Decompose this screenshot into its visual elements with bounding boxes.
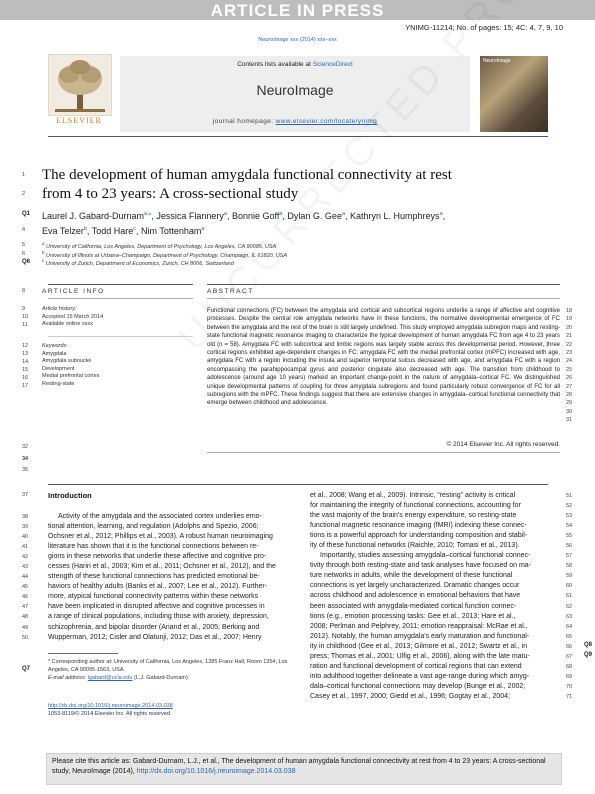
keywords-label: Keywords: <box>42 343 68 349</box>
abstract-line-numbers <box>566 307 580 425</box>
text-line: have been implicated in disrupted affective and cognitive processes in <box>48 603 265 611</box>
text-line: ity in childhood (Gee et al., 2013; Gilmore et al., 2012; Swartz et al., in <box>310 642 528 650</box>
line-number: 21 <box>566 333 573 340</box>
text-line: Casey et al., 1997, 2000; Giedd et al., 1996; Gogtay et al., 2004; <box>310 692 511 700</box>
homepage-prefix: journal homepage: <box>212 118 276 125</box>
line-number: 9 <box>22 306 26 312</box>
line-number: 45 <box>22 584 29 591</box>
line-number: 54 <box>566 523 573 530</box>
article-title <box>42 166 512 204</box>
text-line: for maintaining the integrity of functional connections, accounting for <box>310 502 521 510</box>
line-number: 48 <box>22 614 29 621</box>
line-number: 24 <box>566 358 573 365</box>
line-number: 30 <box>566 408 573 415</box>
title-line-1: The development of human amygdala functional connectivity at rest <box>42 167 452 183</box>
author-name[interactable]: , Jessica Flannery <box>151 211 224 221</box>
line-number: 61 <box>566 593 573 600</box>
info-subrule <box>48 298 193 299</box>
author-list <box>42 208 542 238</box>
abstract-subrule <box>207 298 560 299</box>
cover-title: NeuroImage <box>483 58 511 64</box>
abstract-rule <box>207 284 560 285</box>
line-number: 44 <box>22 574 29 581</box>
text-line: Ochsner et al., 2012; Phillips et al., 2003). A robust human neuroimaging <box>48 533 273 541</box>
affil-text: University of Illinois at Urbana–Champaign, Department of Psychology, Champaign, IL 61820, USA <box>46 252 288 259</box>
author-affil-mark[interactable]: a,⁎ <box>144 211 152 217</box>
line-number: 16 <box>22 375 29 381</box>
author-name[interactable]: Eva Telzer <box>42 226 84 236</box>
line-number: 6 <box>22 251 26 257</box>
line-number: 32 <box>22 444 29 450</box>
citation-doi-link[interactable]: http://dx.doi.org/10.1016/j.neuroimage.2014.03.038 <box>136 768 296 775</box>
author-affil-mark[interactable]: a <box>279 211 283 217</box>
author-affil-mark[interactable]: a <box>223 211 227 217</box>
query-mark[interactable]: Q9 <box>584 652 593 658</box>
query-mark[interactable]: Q7 <box>22 666 31 672</box>
accepted-date: Accepted 15 March 2014 <box>42 313 104 320</box>
line-number: 68 <box>566 663 573 670</box>
citation-body: Please cite this article as: Gabard-Durnam, L.J., et al., The development of human amygdala functional connectivity at rest from 4 to 23 years: A cross-sectional study, NeuroImage (2014), <box>52 758 546 775</box>
elsevier-logo <box>48 54 110 126</box>
line-number: 27 <box>566 383 573 390</box>
author-line-1 <box>42 208 542 223</box>
line-number: 37 <box>22 492 29 498</box>
corresponding-footnote <box>48 658 298 682</box>
text-line: 2012). Notably, the human amygdala's early maturation and functional- <box>310 632 530 640</box>
affil-text: University of California, Los Angeles, Department of Psychology, Los Angeles, CA 90095, USA <box>46 243 277 250</box>
line-number: 20 <box>566 324 573 331</box>
line-number: 28 <box>566 392 573 399</box>
article-info-heading: ARTICLE INFO <box>42 288 105 295</box>
text-line: Wupperman, 2012; Cisler and Olatunji, 2012; Das et al., 2007; Henry <box>48 633 262 641</box>
line-number: 50 <box>22 634 29 641</box>
line-number: 14 <box>22 359 29 365</box>
line-number: 23 <box>566 350 573 357</box>
line-number: 47 <box>22 604 29 611</box>
left-line-numbers <box>22 512 36 643</box>
keyword: Amygdala <box>42 350 67 357</box>
text-line: a range of clinical populations, including those with anxiety, depression, <box>48 613 269 621</box>
line-number: 69 <box>566 673 573 680</box>
issn-line: 1053-8119/© 2014 Elsevier Inc. All rights reserved. <box>48 710 172 717</box>
line-number: 2 <box>22 191 26 197</box>
line-number: 12 <box>22 343 29 349</box>
affil-text: University of Zurich, Department of Economics, Zurich, CH 8006, Switzerland <box>45 260 234 267</box>
keyword: Medial prefrontal cortex <box>42 373 100 380</box>
keyword: Amygdala subnuclei <box>42 358 92 365</box>
text-line: Importantly, studies assessing amygdala–cortical functional connec- <box>320 552 531 560</box>
author-name[interactable]: Laurel J. Gabard-Durnam <box>42 211 145 221</box>
line-number: 67 <box>566 653 573 660</box>
line-number: 60 <box>566 583 573 590</box>
footnote-rule <box>48 653 118 654</box>
affil-mark: a <box>42 241 45 246</box>
masthead-rule <box>48 136 548 137</box>
line-number: 51 <box>566 493 573 499</box>
text-line: press; Thomas et al., 2001; Ulfig et al., 2006), along with the late matu- <box>310 652 530 660</box>
line-number: 40 <box>22 534 29 541</box>
text-line: tions is a powerful approach for understanding composition and stabil- <box>310 532 528 540</box>
text-line: haviors of healthy adults (Banks et al., 2007; Lee et al., 2012). Further- <box>48 583 268 591</box>
email-line <box>48 674 298 682</box>
contents-prefix: Contents lists available at <box>237 61 313 68</box>
line-number: 8 <box>22 288 26 294</box>
banner-text: ARTICLE IN PRESS <box>210 1 385 20</box>
line-number: 5 <box>22 242 26 248</box>
line-number: 70 <box>566 683 573 690</box>
text-line: ity of these functional networks (Raichle, 2010; Tomasi et al., 2013). <box>310 542 520 550</box>
abstract-heading: ABSTRACT <box>207 288 254 295</box>
top-citation: NeuroImage xxx (2014) xxx–xxx <box>258 37 337 43</box>
text-line: cesses (Hariri et al., 2003; Kim et al., 2011; Ochsner et al., 2012), and the <box>48 563 276 571</box>
text-line: gions in these networks that underlie these affective and cognitive pro- <box>48 553 267 561</box>
email-suffix: (L.J. Gabard-Durnam). <box>132 675 190 681</box>
article-meta: YNIMG-11214; No. of pages: 15; 4C: 4, 7, 9, 10 <box>405 23 563 32</box>
keyword: Development <box>42 365 75 372</box>
text-line: schizophrenia, and bipolar disorder (Anand et al., 2005; Berking and <box>48 623 260 631</box>
line-number: 62 <box>566 603 573 610</box>
line-number: 63 <box>566 613 573 620</box>
text-line: dala–cortical functional connections may develop (Bunge et al., 2002; <box>310 682 526 690</box>
citation-text <box>52 757 557 777</box>
online-date: Available online xxxx <box>42 321 93 328</box>
line-number: 11 <box>22 322 28 328</box>
line-number: 17 <box>22 383 29 389</box>
author-affil-mark[interactable]: a <box>439 211 443 217</box>
line-number: 15 <box>22 367 29 373</box>
intro-left-column <box>48 512 298 643</box>
text-line: into adulthood together delineate a vast age-range during which amyg- <box>310 672 530 680</box>
keyword: Resting-state <box>42 380 75 387</box>
author-name[interactable]: , Todd Hare <box>86 226 134 236</box>
author-affil-mark[interactable]: c <box>133 226 137 232</box>
line-number: 31 <box>566 417 573 424</box>
line-number: 34 <box>22 456 29 462</box>
title-line-2: from 4 to 23 years: A cross-sectional study <box>42 186 299 202</box>
line-number: 46 <box>22 594 29 601</box>
line-number: 66 <box>566 643 573 650</box>
right-line-numbers <box>566 491 580 702</box>
text-line: the vast majority of the brain's energy expenditure, so resting-state <box>310 512 517 520</box>
affiliation <box>42 258 522 267</box>
author-separator: , <box>442 211 446 221</box>
line-number: 4 <box>22 227 26 233</box>
line-number: 35 <box>22 467 29 473</box>
author-name[interactable]: , Bonnie Goff <box>226 211 280 221</box>
tree-icon <box>48 54 112 116</box>
affil-mark: c <box>42 258 45 263</box>
keywords-block <box>42 343 192 389</box>
author-name[interactable]: , Dylan G. Gee <box>282 211 342 221</box>
keywords-rule <box>48 336 193 337</box>
line-number: 59 <box>566 573 573 580</box>
journal-title: NeuroImage <box>256 82 334 98</box>
line-number: 25 <box>566 366 573 373</box>
line-number: 49 <box>22 624 29 631</box>
publisher-name: ELSEVIER <box>56 116 102 125</box>
text-line: tivity through both resting-state and task analyses have focused on ma- <box>310 562 532 570</box>
line-number: 65 <box>566 633 573 640</box>
text-line: across childhood and adolescence in emotional behaviors that have <box>310 592 521 600</box>
author-affil-mark[interactable]: a <box>201 226 205 232</box>
line-number: 57 <box>566 553 573 560</box>
sciencedirect-link[interactable]: ScienceDirect <box>312 61 353 68</box>
text-line: ration and functional development of cortical regions that can extend <box>310 662 522 670</box>
line-number: 29 <box>566 400 573 407</box>
email-label: E-mail address: <box>48 675 88 681</box>
homepage-link[interactable]: www.elsevier.com/locate/ynimg <box>275 118 378 125</box>
abstract-end-rule <box>207 452 560 453</box>
author-name[interactable]: , Nim Tottenham <box>136 226 202 236</box>
corresponding-text: * Corresponding author at: University of California, Los Angeles, 1285 Franz Hall, Room 1354, Los Angeles, CA 90095-1563, USA. <box>48 659 288 673</box>
abstract-copyright: © 2014 Elsevier Inc. All rights reserved. <box>446 441 560 448</box>
line-number: 10 <box>22 314 29 320</box>
line-number: 18 <box>566 308 573 314</box>
line-number: 53 <box>566 513 573 520</box>
line-number: 13 <box>22 351 29 357</box>
email-link[interactable]: lgabard@ucla.edu <box>87 675 133 681</box>
line-number: 26 <box>566 375 573 382</box>
article-history <box>42 306 192 329</box>
text-line: literature has shown that it is the functional connections between re- <box>48 543 259 551</box>
text-line: Activity of the amygdala and the associated cortex underlies emo- <box>58 513 262 520</box>
text-line: been associated with amygdala-mediated cortical function connec- <box>310 602 517 610</box>
text-line: functional magnetic resonance imaging (fMRI) indexing these connec- <box>310 522 527 530</box>
line-number: 64 <box>566 623 573 630</box>
text-line: et al., 2008; Wang et al., 2009). Intrinsic, “resting” activity is critical <box>310 492 516 499</box>
author-affil-mark[interactable]: a <box>341 211 346 217</box>
author-affil-mark[interactable]: b <box>83 226 87 232</box>
line-number: 39 <box>22 524 29 531</box>
history-label: Article history: <box>42 306 77 312</box>
line-number: 19 <box>566 316 573 323</box>
abstract-text: Functional connections (FC) between the amygdala and cortical and subcortical regions underlie a range of affective and cognitive processes. Despite the central role amygdala networks have in these functions, the normative developmental emergence of FC between the amygdala and the rest of the brain is still largely undefined. This study employed amygdala subregion maps and resting-state functional magnetic resonance imaging to characterize the typical development of human amygdala FC from age 4 to 23 years old (n = 58). Amygdala FC with subcortical and limbic regions was largely stable across this developmental period. However, three cortical regions exhibited age-dependent changes in FC: amygdala FC with the medial prefrontal cortex (mPFC) increased with age, amygdala FC with a region including the insula and superior temporal sulcus decreased with age, and amygdala FC with a region encompassing the parahippocampal gyrus and posterior cingulate also decreased with age. The transition from childhood to adolescence (around age 10 years) marked an important change-point in the nature of amygdala–cortical FC. We distinguished unique developmental patterns of coupling for three amygdala subregions and found particularly robust convergence of FC for all subregions with the mPFC. These findings suggest that there are extensive changes in amygdala–cortical functional connectivity that emerge between childhood and adolescence. <box>207 308 560 407</box>
line-number: 22 <box>566 341 573 348</box>
line-number: 71 <box>566 693 573 700</box>
journal-cover-image <box>480 56 548 132</box>
text-line: connections is yet largely uncharacterized. Dramatic changes occur <box>310 582 520 590</box>
line-number: 38 <box>22 514 29 520</box>
affil-mark: b <box>42 250 45 255</box>
line-number: 42 <box>22 554 29 561</box>
introduction-heading: Introduction <box>48 491 92 500</box>
info-rule <box>48 284 193 285</box>
line-number: 41 <box>22 544 29 551</box>
text-line: 2008; Perlman and Pelphrey, 2011; emotion reappraisal: McRae et al., <box>310 622 528 630</box>
line-number: 52 <box>566 503 573 510</box>
intro-right-column <box>310 491 560 702</box>
line-number: 58 <box>566 563 573 570</box>
footer-doi-link[interactable]: http://dx.doi.org/10.1016/j.neuroimage.2014.03.038 <box>48 703 173 709</box>
footer-doi-block <box>48 703 173 718</box>
author-name[interactable]: , Kathryn L. Humphreys <box>345 211 440 221</box>
query-mark[interactable]: Q8 <box>584 642 593 648</box>
text-line: tional attention, learning, and regulation (Adolphs and Spezio, 2006; <box>48 523 259 531</box>
query-mark[interactable]: Q6 <box>22 259 31 265</box>
text-line: strength of these functional connections has predicted emotional be- <box>48 573 260 581</box>
query-mark[interactable]: Q1 <box>22 211 31 217</box>
text-line: ture networks in adults, while the development of these functional <box>310 572 513 580</box>
affiliation <box>42 241 522 250</box>
line-number: 1 <box>22 172 26 178</box>
line-number: 56 <box>566 543 573 550</box>
line-number: 55 <box>566 533 573 540</box>
author-line-2 <box>42 223 542 238</box>
text-line: more, atypical functional connectivity patterns within these networks <box>48 593 259 601</box>
intro-rule <box>48 484 548 485</box>
text-line: tions (e.g., emotion processing tasks: Gee et al., 2013; Hare et al., <box>310 612 516 620</box>
line-number: 43 <box>22 564 29 571</box>
